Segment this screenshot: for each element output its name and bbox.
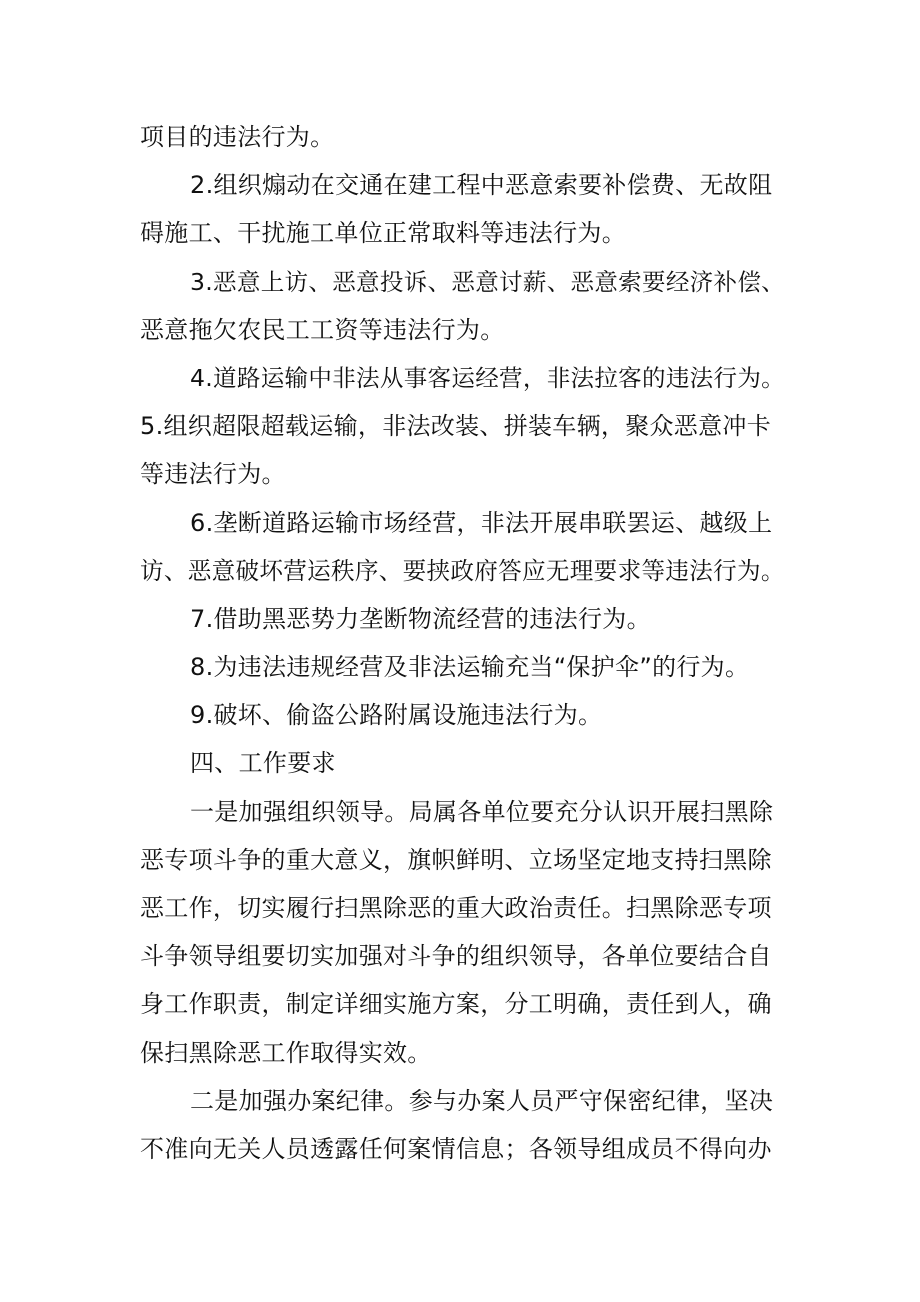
text-line: 不准向无关人员透露任何案情信息；各领导组成员不得向办: [140, 1134, 772, 1163]
text-line: 等违法行为。: [140, 460, 286, 489]
text-line: 4.道路运输中非法从事客运经营，非法拉客的违法行为。: [190, 363, 785, 392]
text-line: 恶专项斗争的重大意义，旗帜鲜明、立场坚定地支持扫黑除: [140, 845, 772, 874]
text-line: 9.破坏、偷盗公路附属设施违法行为。: [190, 701, 603, 730]
text-line: 6.垄断道路运输市场经营，非法开展串联罢运、越级上: [190, 508, 773, 537]
section-heading: 四、工作要求: [190, 749, 336, 778]
text-line: 访、恶意破坏营运秩序、要挟政府答应无理要求等违法行为。: [140, 556, 785, 585]
text-line: 恶意拖欠农民工工资等违法行为。: [140, 315, 505, 344]
text-line: 8.为违法违规经营及非法运输充当“保护伞”的行为。: [190, 653, 750, 682]
text-line: 2.组织煽动在交通在建工程中恶意索要补偿费、无故阻: [190, 171, 773, 200]
text-line: 恶工作，切实履行扫黑除恶的重大政治责任。扫黑除恶专项: [140, 894, 772, 922]
text-line: 一是加强组织领导。局属各单位要充分认识开展扫黑除: [190, 797, 774, 826]
text-line: 保扫黑除恶工作取得实效。: [140, 1038, 432, 1067]
text-line: 7.借助黑恶势力垄断物流经营的违法行为。: [190, 604, 651, 633]
text-line: 碍施工、干扰施工单位正常取料等违法行为。: [140, 219, 626, 248]
text-line: 3.恶意上访、恶意投诉、恶意讨薪、恶意索要经济补偿、: [190, 267, 785, 296]
text-line: 5.组织超限超载运输，非法改装、拼装车辆，聚众恶意冲卡: [140, 412, 771, 441]
text-line: 二是加强办案纪律。参与办案人员严守保密纪律，坚决: [190, 1086, 774, 1115]
text-line: 身工作职责，制定详细实施方案，分工明确，责任到人，确: [140, 990, 772, 1019]
document-body: [140, 113, 785, 1173]
text-line: 斗争领导组要切实加强对斗争的组织领导，各单位要结合自: [140, 942, 772, 971]
text-line: 项目的违法行为。: [140, 123, 335, 151]
